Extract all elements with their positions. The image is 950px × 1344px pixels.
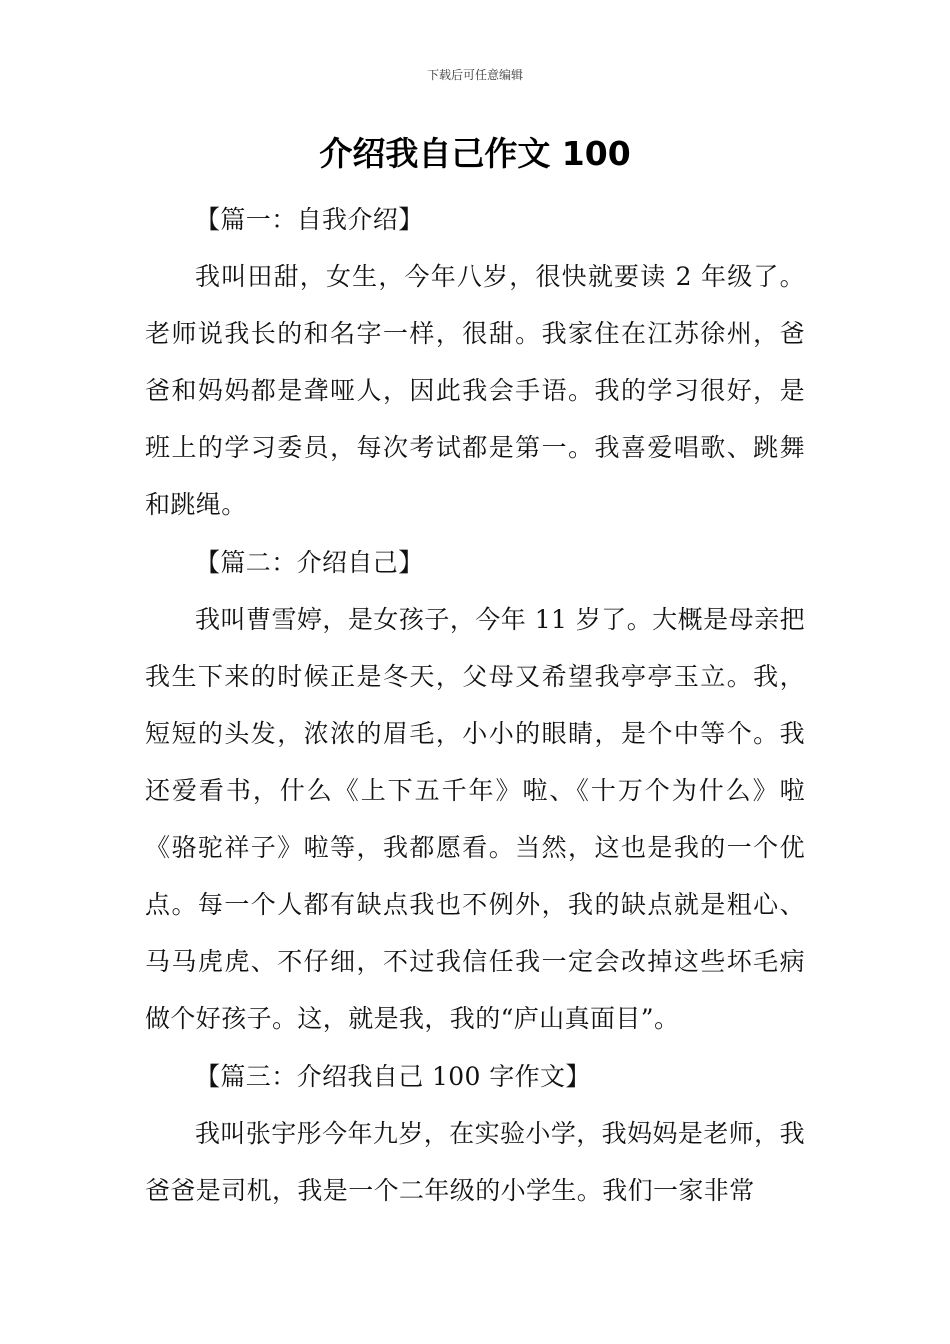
section-3-paragraph: 我叫张宇彤今年九岁，在实验小学，我妈妈是老师，我爸爸是司机，我是一个二年级的小学生。我们一家非常 bbox=[145, 1119, 805, 1205]
section-2-paragraph: 我叫曹雪婷，是女孩子，今年 11 岁了。大概是母亲把我生下来的时候正是冬天，父母又希望我亭亭玉立。我，短短的头发，浓浓的眉毛，小小的眼睛，是个中等个。我还爱看书，什么《上下五千年》啦、《十万个为什么》啦《骆驼祥子》啦等，我都愿看。当然，这也是我的一个优点。每一个人都有缺点我也不例外，我的缺点就是粗心、马马虎虎、不仔细，不过我信任我一定会改掉这些坏毛病做个好孩子。这，就是我，我的“庐山真面目”。 bbox=[145, 605, 805, 1033]
document-body bbox=[145, 190, 805, 1219]
header-note: 下载后可任意编辑 bbox=[426, 68, 523, 82]
section-1-paragraph: 我叫田甜，女生，今年八岁，很快就要读 2 年级了。老师说我长的和名字一样，很甜。我家住在江苏徐州，爸爸和妈妈都是聋哑人，因此我会手语。我的学习很好，是班上的学习委员，每次考试都是第一。我喜爱唱歌、跳舞和跳绳。 bbox=[145, 262, 805, 519]
document-title: 介绍我自己作文 100 bbox=[319, 134, 631, 173]
section-3-heading: 【篇三：介绍我自己 100 字作文】 bbox=[195, 1062, 591, 1091]
section-1-heading: 【篇一：自我介绍】 bbox=[195, 205, 424, 234]
section-2-heading: 【篇二：介绍自己】 bbox=[195, 548, 424, 577]
